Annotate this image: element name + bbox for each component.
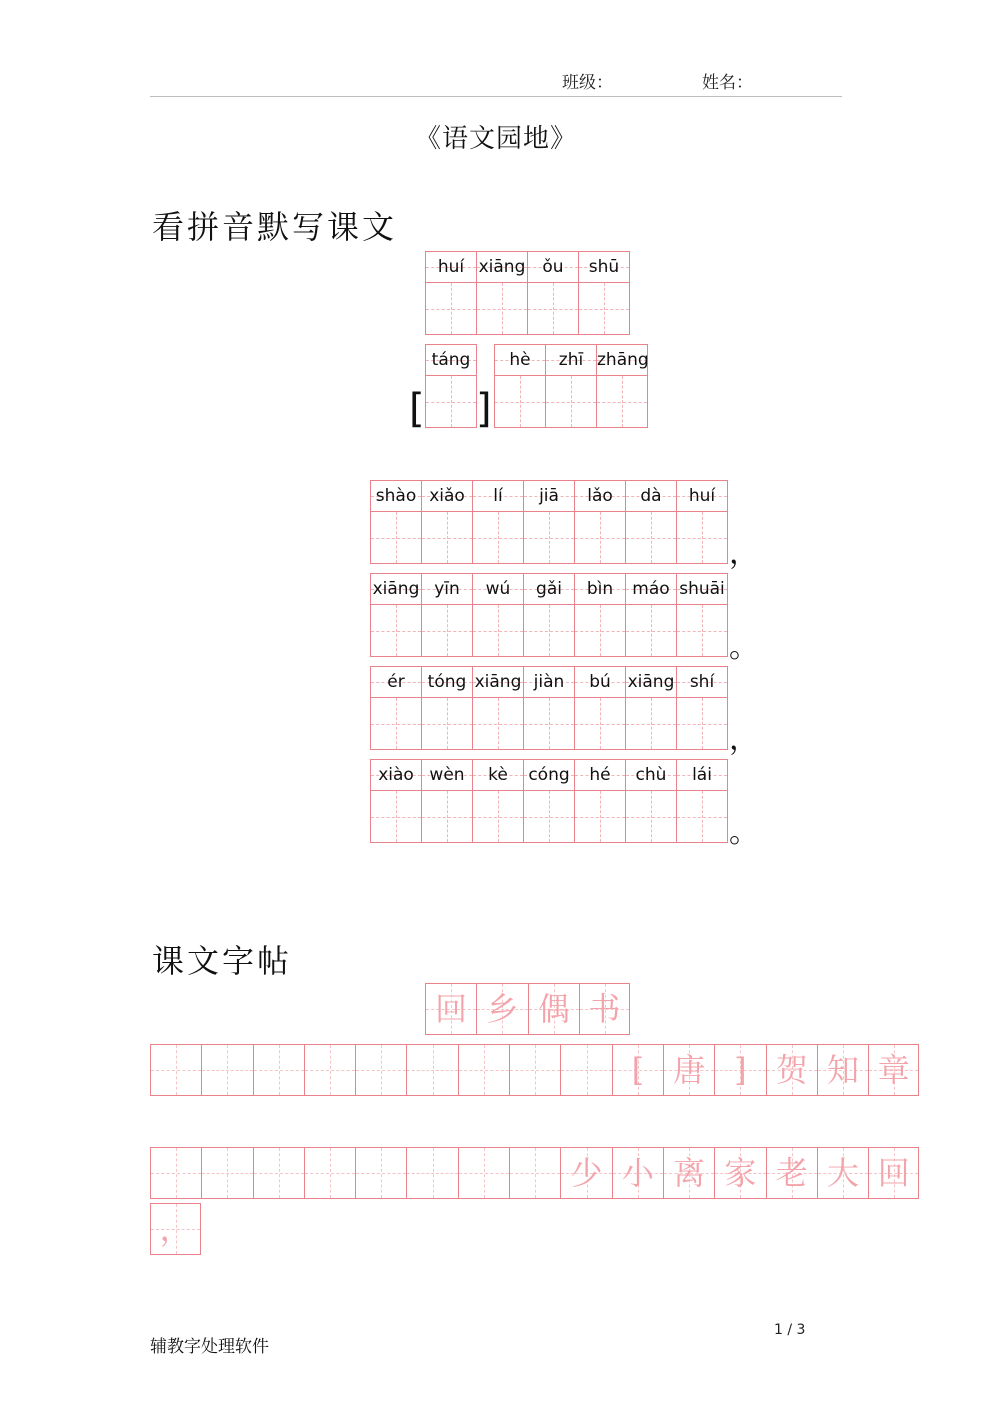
character-box[interactable] — [370, 791, 421, 843]
character-box[interactable] — [676, 791, 728, 843]
grid-cell — [370, 759, 421, 843]
grid-cell — [578, 251, 630, 335]
line-punctuation: ， — [729, 536, 759, 571]
grid-cell — [472, 573, 523, 657]
character-box[interactable] — [676, 698, 728, 750]
character-box[interactable] — [421, 698, 472, 750]
grid-cell — [472, 480, 523, 564]
pinyin-box: cóng — [523, 759, 574, 791]
character-box[interactable] — [523, 698, 574, 750]
trace-cell[interactable] — [355, 1147, 406, 1199]
grid-cell — [676, 666, 728, 750]
trace-cell[interactable]: 小 — [612, 1147, 663, 1199]
character-box[interactable] — [676, 512, 728, 564]
pinyin-box: huí — [676, 480, 728, 512]
character-box[interactable] — [421, 605, 472, 657]
pinyin-box: xiǎo — [421, 480, 472, 512]
trace-cell[interactable] — [509, 1147, 560, 1199]
character-box[interactable] — [421, 791, 472, 843]
pinyin-box: jiàn — [523, 666, 574, 698]
poem-title-grid — [425, 251, 630, 335]
pinyin-box: jiā — [523, 480, 574, 512]
copybook-title-row — [425, 983, 630, 1035]
poem-line-1-grid — [370, 480, 728, 564]
grid-cell — [472, 759, 523, 843]
trace-cell[interactable] — [150, 1044, 201, 1096]
grid-cell — [523, 666, 574, 750]
trace-cell[interactable]: 离 — [663, 1147, 714, 1199]
grid-cell — [421, 759, 472, 843]
grid-cell — [370, 573, 421, 657]
grid-cell — [523, 480, 574, 564]
grid-cell — [494, 344, 545, 428]
trace-cell[interactable] — [458, 1147, 509, 1199]
name-label: 姓名： — [702, 73, 753, 93]
pinyin-box: ér — [370, 666, 421, 698]
character-box[interactable] — [545, 376, 596, 428]
trace-cell[interactable] — [253, 1044, 304, 1096]
header-divider — [150, 96, 842, 97]
character-box[interactable] — [527, 283, 578, 335]
grid-cell — [472, 666, 523, 750]
trace-cell[interactable] — [560, 1044, 611, 1096]
character-box[interactable] — [574, 791, 625, 843]
trace-cell[interactable]: 老 — [766, 1147, 817, 1199]
pinyin-box: ǒu — [527, 251, 578, 283]
pinyin-box: tóng — [421, 666, 472, 698]
pinyin-box: kè — [472, 759, 523, 791]
copybook-line-1-overflow — [150, 1203, 201, 1255]
grid-cell — [476, 251, 527, 335]
pinyin-box: xiāng — [472, 666, 523, 698]
character-box[interactable] — [421, 512, 472, 564]
trace-cell[interactable]: 书 — [579, 983, 630, 1035]
character-box[interactable] — [494, 376, 545, 428]
pinyin-box: shuāi — [676, 573, 728, 605]
pinyin-box: wèn — [421, 759, 472, 791]
character-box[interactable] — [574, 698, 625, 750]
character-box[interactable] — [425, 376, 477, 428]
class-label: 班级： — [562, 73, 613, 93]
line-punctuation: 。 — [729, 815, 759, 850]
author-grid — [494, 344, 648, 428]
trace-cell[interactable] — [509, 1044, 560, 1096]
trace-cell[interactable] — [304, 1147, 355, 1199]
trace-cell[interactable] — [150, 1147, 201, 1199]
grid-cell — [676, 759, 728, 843]
grid-cell — [527, 251, 578, 335]
section-title-copybook: 课文字帖 — [152, 942, 293, 980]
character-box[interactable] — [676, 605, 728, 657]
pinyin-box: hè — [494, 344, 545, 376]
trace-cell[interactable]: 回 — [868, 1147, 919, 1199]
character-box[interactable] — [625, 698, 676, 750]
character-box[interactable] — [625, 791, 676, 843]
character-box[interactable] — [596, 376, 648, 428]
trace-cell[interactable]: 乡 — [476, 983, 527, 1035]
trace-cell[interactable] — [201, 1044, 252, 1096]
line-punctuation: 。 — [729, 630, 759, 665]
grid-cell — [676, 480, 728, 564]
trace-cell[interactable]: ] — [714, 1044, 765, 1096]
trace-cell[interactable]: [ — [612, 1044, 663, 1096]
grid-cell — [421, 666, 472, 750]
trace-cell[interactable]: 章 — [868, 1044, 919, 1096]
pinyin-box: xiào — [370, 759, 421, 791]
dynasty-grid — [425, 344, 477, 428]
pinyin-box: shū — [578, 251, 630, 283]
pinyin-box: huí — [425, 251, 476, 283]
trace-cell[interactable]: 回 — [425, 983, 476, 1035]
grid-cell — [370, 666, 421, 750]
grid-cell — [523, 759, 574, 843]
bracket-open: [ — [409, 386, 425, 432]
grid-cell — [425, 251, 476, 335]
poem-line-2-grid — [370, 573, 728, 657]
trace-cell[interactable]: 偶 — [528, 983, 579, 1035]
trace-cell[interactable] — [355, 1044, 406, 1096]
pinyin-box: bú — [574, 666, 625, 698]
character-box[interactable] — [472, 512, 523, 564]
pinyin-box: dà — [625, 480, 676, 512]
trace-cell[interactable] — [253, 1147, 304, 1199]
trace-cell[interactable] — [458, 1044, 509, 1096]
bracket-close: ] — [476, 386, 492, 432]
trace-cell[interactable]: 家 — [714, 1147, 765, 1199]
character-box[interactable] — [425, 283, 476, 335]
grid-cell — [421, 573, 472, 657]
grid-cell — [574, 666, 625, 750]
grid-cell — [370, 480, 421, 564]
character-box[interactable] — [370, 512, 421, 564]
pinyin-box: bìn — [574, 573, 625, 605]
trace-cell[interactable]: 大 — [817, 1147, 868, 1199]
grid-cell — [574, 480, 625, 564]
character-box[interactable] — [574, 512, 625, 564]
character-box[interactable] — [523, 791, 574, 843]
grid-cell — [625, 480, 676, 564]
footer-software-name: 辅教字处理软件 — [150, 1337, 269, 1357]
character-box[interactable] — [578, 283, 630, 335]
grid-cell — [574, 573, 625, 657]
character-box[interactable] — [476, 283, 527, 335]
trace-cell[interactable] — [304, 1044, 355, 1096]
grid-cell — [574, 759, 625, 843]
grid-cell — [676, 573, 728, 657]
trace-cell[interactable]: 贺 — [766, 1044, 817, 1096]
section-title-pinyin-dictation: 看拼音默写课文 — [152, 208, 398, 246]
pinyin-box: gǎi — [523, 573, 574, 605]
character-box[interactable] — [472, 791, 523, 843]
character-box[interactable] — [472, 605, 523, 657]
pinyin-box: zhāng — [596, 344, 648, 376]
character-box[interactable] — [574, 605, 625, 657]
trace-cell[interactable]: 少 — [560, 1147, 611, 1199]
pinyin-box: shào — [370, 480, 421, 512]
trace-cell[interactable] — [201, 1147, 252, 1199]
grid-cell — [625, 573, 676, 657]
grid-cell — [625, 666, 676, 750]
pinyin-box: lǎo — [574, 480, 625, 512]
pinyin-box: xiāng — [476, 251, 527, 283]
grid-cell — [523, 573, 574, 657]
pinyin-box: yīn — [421, 573, 472, 605]
pinyin-box: shí — [676, 666, 728, 698]
character-box[interactable] — [523, 512, 574, 564]
page-number: 1 / 3 — [774, 1322, 806, 1338]
copybook-line-1-row — [150, 1147, 919, 1199]
document-title: 《语文园地》 — [414, 124, 577, 154]
poem-line-3-grid — [370, 666, 728, 750]
poem-line-4-grid — [370, 759, 728, 843]
character-box[interactable] — [370, 605, 421, 657]
pinyin-box: hé — [574, 759, 625, 791]
trace-cell[interactable]: 唐 — [663, 1044, 714, 1096]
grid-cell — [545, 344, 596, 428]
grid-cell — [596, 344, 648, 428]
character-box[interactable] — [625, 512, 676, 564]
pinyin-box: lái — [676, 759, 728, 791]
grid-cell — [421, 480, 472, 564]
copybook-author-row — [150, 1044, 919, 1096]
trace-cell[interactable] — [406, 1044, 457, 1096]
pinyin-box: xiāng — [625, 666, 676, 698]
pinyin-box: zhī — [545, 344, 596, 376]
character-box[interactable] — [523, 605, 574, 657]
character-box[interactable] — [625, 605, 676, 657]
character-box[interactable] — [370, 698, 421, 750]
grid-cell — [425, 344, 477, 428]
pinyin-box: xiāng — [370, 573, 421, 605]
pinyin-box: máo — [625, 573, 676, 605]
pinyin-box: lí — [472, 480, 523, 512]
line-punctuation: ， — [729, 722, 759, 757]
pinyin-box: chù — [625, 759, 676, 791]
pinyin-box: wú — [472, 573, 523, 605]
trace-cell[interactable]: 知 — [817, 1044, 868, 1096]
character-box[interactable] — [472, 698, 523, 750]
trace-cell[interactable] — [406, 1147, 457, 1199]
trace-cell[interactable]: ， — [150, 1203, 201, 1255]
grid-cell — [625, 759, 676, 843]
pinyin-box: táng — [425, 344, 477, 376]
